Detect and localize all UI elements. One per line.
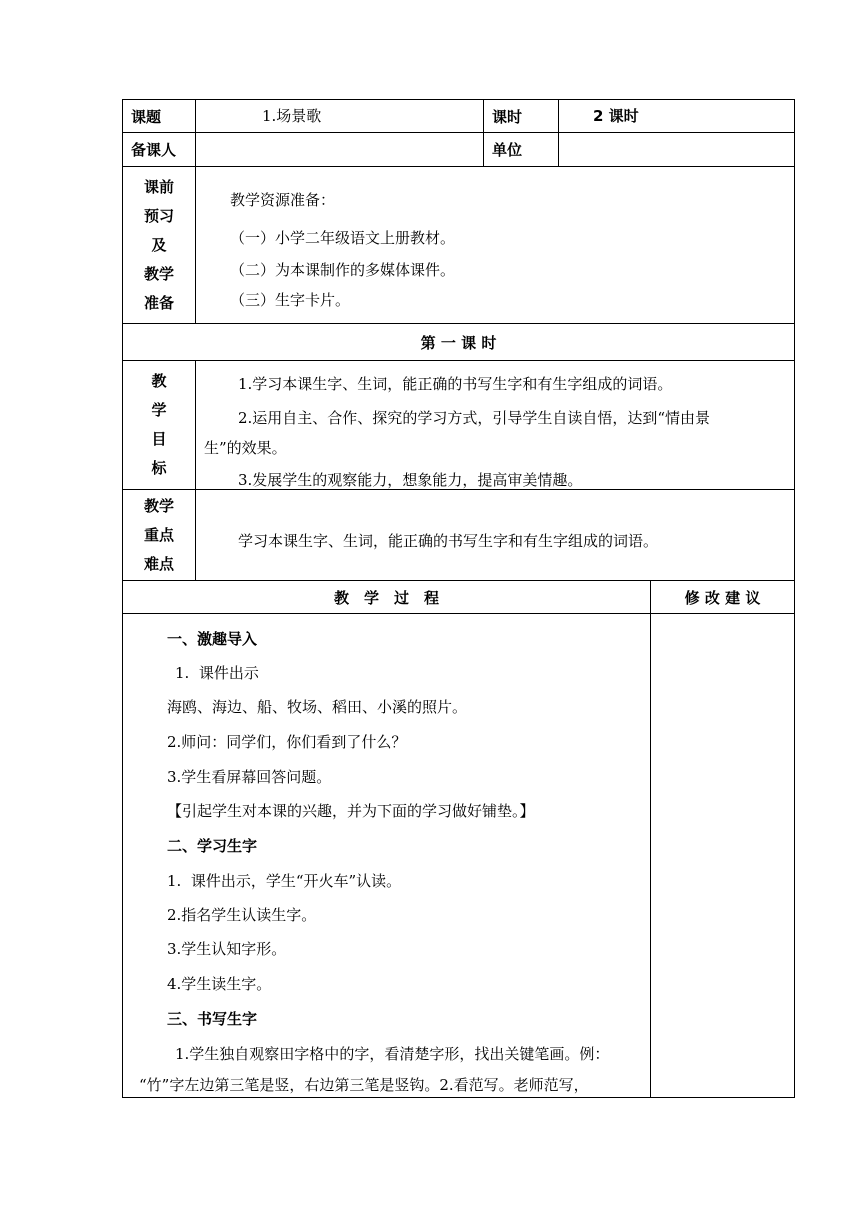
goals-label-line: 教 bbox=[151, 372, 167, 390]
process-row bbox=[122, 613, 795, 1098]
prep-label-line: 预习 bbox=[143, 206, 174, 225]
unit-value bbox=[558, 132, 795, 167]
unit-label: 单位 bbox=[483, 132, 559, 167]
topic-row bbox=[122, 99, 795, 133]
revision-notes bbox=[650, 613, 795, 1098]
focus-label-line: 教学 bbox=[143, 496, 174, 515]
focus-label-line: 难点 bbox=[143, 554, 174, 573]
prep-line: （二）为本课制作的多媒体课件。 bbox=[230, 261, 456, 279]
prep-label-line: 准备 bbox=[143, 293, 174, 312]
goal-line: 3.发展学生的观察能力，想象能力，提高审美情趣。 bbox=[238, 471, 583, 489]
process-line: 3.学生认知字形。 bbox=[167, 940, 287, 958]
goals-label-line: 学 bbox=[151, 401, 167, 419]
goals-row bbox=[122, 360, 795, 490]
focus-text: 学习本课生字、生词，能正确的书写生字和有生字组成的词语。 bbox=[238, 532, 659, 550]
process-line: 【引起学生对本课的兴趣，并为下面的学习做好铺垫。】 bbox=[167, 802, 535, 820]
prep-row bbox=[122, 166, 795, 324]
prep-label-line: 教学 bbox=[143, 264, 174, 283]
focus-label-line: 重点 bbox=[143, 525, 174, 544]
period-label: 课时 bbox=[483, 99, 559, 133]
process-header: 教 学 过 程 bbox=[122, 580, 651, 614]
prep-line: 教学资源准备： bbox=[230, 191, 336, 209]
focus-row bbox=[122, 489, 795, 581]
goal-line: 1.学习本课生字、生词，能正确的书写生字和有生字组成的词语。 bbox=[238, 375, 673, 393]
prep-label-line: 及 bbox=[151, 235, 167, 254]
period-value: 2 课时 bbox=[558, 99, 795, 133]
goals-label bbox=[122, 360, 196, 490]
preparer-row bbox=[122, 132, 795, 167]
prep-line: （三）生字卡片。 bbox=[230, 291, 351, 309]
goals-label-line: 目 bbox=[151, 430, 167, 448]
focus-label bbox=[122, 489, 196, 581]
goals-label-line: 标 bbox=[151, 459, 167, 477]
process-content bbox=[122, 613, 651, 1098]
prep-label bbox=[122, 166, 196, 324]
process-line: 3.学生看屏幕回答问题。 bbox=[167, 768, 332, 786]
prep-content bbox=[195, 166, 795, 324]
process-line: 1.学生独自观察田字格中的字，看清楚字形，找出关键笔画。例： bbox=[175, 1045, 610, 1063]
preparer-label: 备课人 bbox=[122, 132, 196, 167]
section-heading: 一、激趣导入 bbox=[167, 630, 258, 648]
section-heading: 三、书写生字 bbox=[167, 1010, 258, 1028]
focus-content bbox=[195, 489, 795, 581]
process-line: “竹”字左边第三笔是竖，右边第三笔是竖钩。2.看范写。老师范写， bbox=[139, 1076, 589, 1094]
process-line: 海鸥、海边、船、牧场、稻田、小溪的照片。 bbox=[167, 698, 468, 716]
session-row bbox=[122, 323, 795, 361]
prep-label-line: 课前 bbox=[143, 177, 174, 196]
goals-content bbox=[195, 360, 795, 490]
process-header-row bbox=[122, 580, 795, 614]
revision-header: 修 改 建 议 bbox=[650, 580, 795, 614]
preparer-value bbox=[195, 132, 484, 167]
process-line: 2.指名学生认读生字。 bbox=[167, 906, 317, 924]
process-line: 1. 课件出示 bbox=[175, 664, 259, 682]
topic-label: 课题 bbox=[122, 99, 196, 133]
goal-line: 2.运用自主、合作、探究的学习方式，引导学生自读自悟，达到“情由景 bbox=[238, 409, 710, 427]
process-line: 1. 课件出示，学生“开火车”认读。 bbox=[167, 872, 402, 890]
goal-line: 生”的效果。 bbox=[204, 439, 287, 457]
process-line: 2.师问：同学们，你们看到了什么？ bbox=[167, 733, 407, 751]
prep-line: （一）小学二年级语文上册教材。 bbox=[230, 229, 456, 247]
section-heading: 二、学习生字 bbox=[167, 837, 258, 855]
process-line: 4.学生读生字。 bbox=[167, 975, 272, 993]
topic-value: 1.场景歌 bbox=[195, 99, 484, 133]
session-title: 第 一 课 时 bbox=[122, 323, 795, 361]
